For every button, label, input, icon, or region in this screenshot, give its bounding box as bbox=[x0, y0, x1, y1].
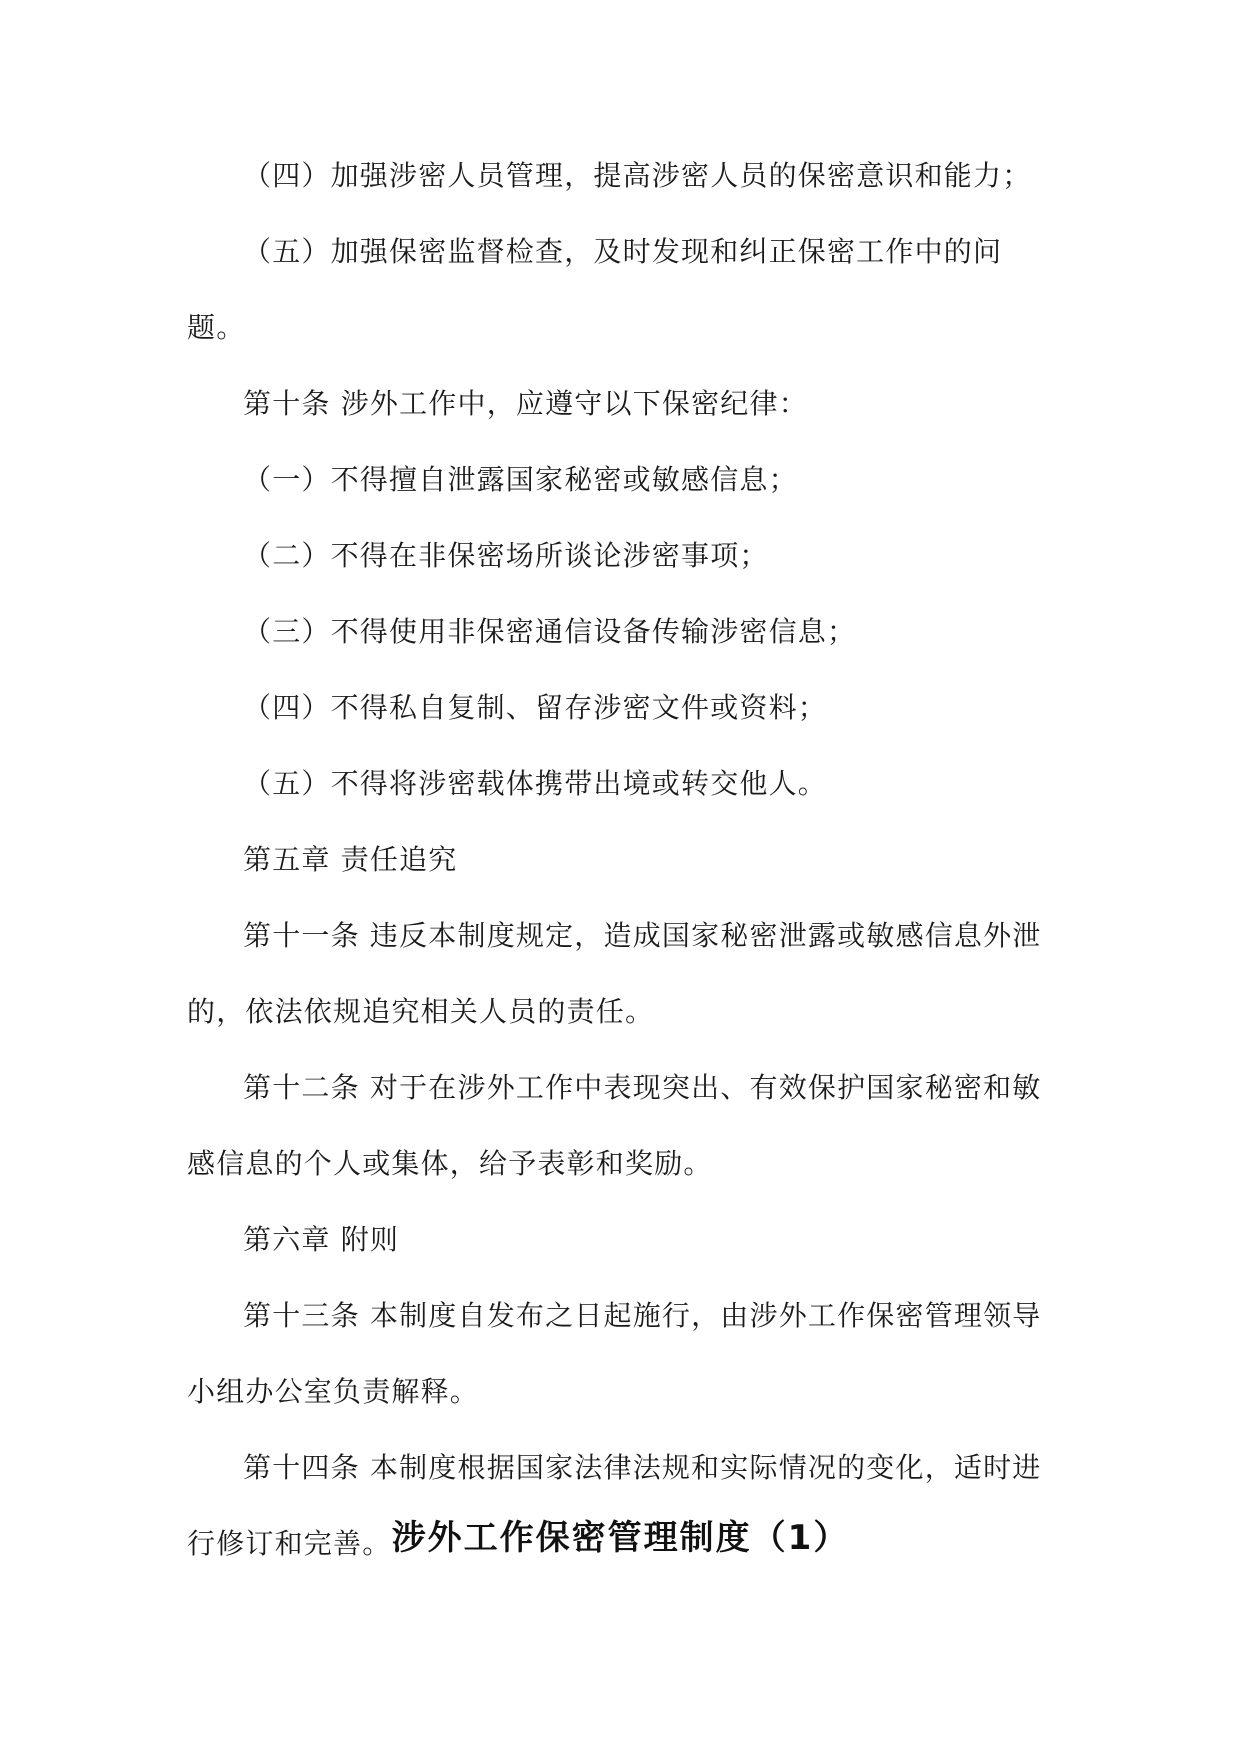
article-10-heading: 第十条 涉外工作中，应遵守以下保密纪律： bbox=[243, 387, 808, 420]
chapter-6-heading: 第六章 附则 bbox=[243, 1223, 400, 1256]
article-14: 第十四条 本制度根据国家法律法规和实际情况的变化，适时进行修订和完善。 bbox=[187, 1451, 1042, 1560]
next-document-title: 涉外工作保密管理制度（1） bbox=[391, 1518, 850, 1558]
discipline-item-5: （五）不得将涉密载体携带出境或转交他人。 bbox=[243, 767, 828, 800]
discipline-item-3: （三）不得使用非保密通信设备传输涉密信息； bbox=[243, 615, 857, 648]
chapter-5-heading: 第五章 责任追究 bbox=[243, 843, 458, 876]
article-11: 第十一条 违反本制度规定，造成国家秘密泄露或敏感信息外泄的，依法依规追究相关人员的责任。 bbox=[187, 919, 1042, 1028]
discipline-item-4: （四）不得私自复制、留存涉密文件或资料； bbox=[243, 691, 828, 724]
paragraph-item-5: （五）加强保密监督检查，及时发现和纠正保密工作中的问题。 bbox=[187, 235, 1003, 344]
article-12: 第十二条 对于在涉外工作中表现突出、有效保护国家秘密和敏感信息的个人或集体，给予表彰和奖励。 bbox=[187, 1071, 1042, 1180]
discipline-item-1: （一）不得擅自泄露国家秘密或敏感信息； bbox=[243, 463, 798, 496]
article-13: 第十三条 本制度自发布之日起施行，由涉外工作保密管理领导小组办公室负责解释。 bbox=[187, 1299, 1042, 1408]
paragraph-item-4: （四）加强涉密人员管理，提高涉密人员的保密意识和能力； bbox=[243, 159, 1032, 192]
document-body bbox=[187, 138, 1047, 1582]
discipline-item-2: （二）不得在非保密场所谈论涉密事项； bbox=[243, 539, 769, 572]
